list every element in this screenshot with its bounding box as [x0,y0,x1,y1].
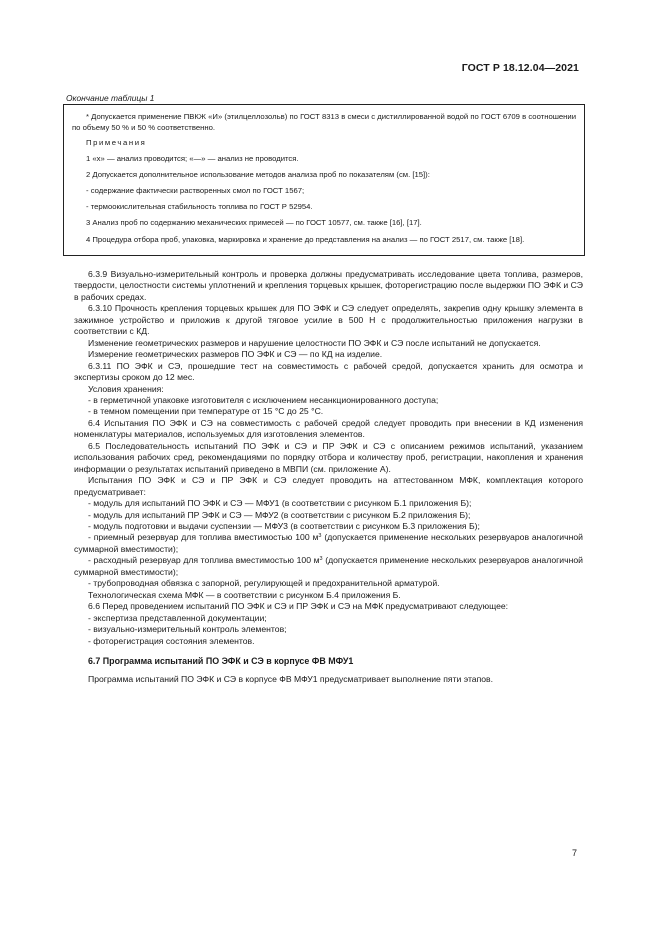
paragraph-geometry-measure: Измерение геометрических размеров ПО ЭФК и СЭ — по КД на изделие. [88,349,383,360]
step-6-6-3: - фоторегистрация состояния элементов. [88,635,255,646]
note-2-item-a: - содержание фактически растворенных смол по ГОСТ 1567; [86,186,305,196]
mfk-item-5-rest: (допускается применение нескольких резервуаров аналогичной суммарной вместимости); [74,555,583,577]
section-heading-6-7: 6.7 Программа испытаний ПО ЭФК и СЭ в корпусе ФВ МФУ1 [88,655,354,666]
mfk-item-5-superscript: 3 [319,556,323,563]
note-2: 2 Допускается дополнительное использование методов анализа проб по показателям (см. [15]): [86,169,430,179]
note-2-item-b: - термоокислительная стабильность топлива по ГОСТ Р 52954. [86,202,313,212]
mfk-item-5 [74,555,583,578]
note-1: 1 «х» — анализ проводится; «—» — анализ не проводится. [86,153,299,163]
step-6-6-1: - экспертиза представленной документации; [88,612,267,623]
mfk-item-4 [74,532,583,555]
storage-conditions-title: Условия хранения: [88,383,164,394]
paragraph-mfk-intro: Испытания ПО ЭФК и СЭ и ПР ЭФК и СЭ следует проводить на аттестованном МФК, комплектация которого предусматривает: [74,475,583,497]
mfk-item-5-text: - расходный резервуар для топлива вместимостью 100 м [88,555,320,566]
mfk-item-4-text: - приемный резервуар для топлива вместимостью 100 м [88,532,319,543]
mfk-item-4-superscript: 3 [318,533,322,540]
paragraph-mfk-scheme: Технологическая схема МФК — в соответствии с рисунком Б.4 приложения Б. [88,589,401,600]
paragraph-6-3-10: 6.3.10 Прочность крепления торцевых крышек для ПО ЭФК и СЭ следует определять, закрепив одну крышку элемента в зажимное устройство и приложив к другой тяговое усилие в 500 Н с продолжительностью приложения нагрузки в соответствии с КД. [74,303,583,337]
paragraph-6-4: 6.4 Испытания ПО ЭФК и СЭ на совместимость с рабочей средой следует проводить при внесении в КД изменения номенклатуры материалов, используемых для изготовления элементов. [74,417,583,440]
mfk-item-2: - модуль для испытаний ПР ЭФК и СЭ — МФУ2 (в соответствии с рисунком Б.2 приложения Б); [88,509,471,520]
paragraph-6-3-9: 6.3.9 Визуально-измерительный контроль и проверка должны предусматривать исследование цвета топлива, размеров, твердости, целостности системы уплотнений и крепления торцевых крышек, фоторегистрацию после выдержки ПО ЭФК и СЭ в рабочих средах. [74,269,583,302]
paragraph-6-5: 6.5 Последовательность испытаний ПО ЭФК и СЭ и ПР ЭФК и СЭ с описанием режимов испытаний, указанием использования рабочих сред, рекомендациями по порядку отбора и количеству проб, регистрации, накопления и хранения информации о результатах испытаний приведено в МВПИ (см. приложение А). [74,440,583,474]
notes-title: Примечания [86,138,147,148]
note-4: 4 Процедура отбора проб, упаковка, маркировка и хранение до представления на анализ — по ГОСТ 2517, см. также [18]. [86,234,525,244]
mfk-item-6: - трубопроводная обвязка с запорной, регулирующей и предохранительной арматурой. [88,578,440,589]
step-6-6-2: - визуально-измерительный контроль элементов; [88,624,287,635]
mfk-item-3: - модуль подготовки и выдачи суспензии — МФУ3 (в соответствии с рисунком Б.3 приложения Б); [88,520,480,531]
page-number: 7 [571,848,577,858]
storage-condition-2: - в темном помещении при температуре от 15 °С до 25 °С. [88,406,324,417]
storage-condition-1: - в герметичной упаковке изготовителя с исключением несанкционированного доступа; [88,394,439,405]
paragraph-geometry-change: Изменение геометрических размеров и нарушение целостности ПО ЭФК и СЭ после испытаний не допускается. [88,337,541,348]
document-code: ГОСТ Р 18.12.04—2021 [461,62,579,74]
note-3: 3 Анализ проб по содержанию механических примесей — по ГОСТ 10577, см. также [16], [17]. [86,218,422,228]
mfk-item-4-rest: (допускается применение нескольких резервуаров аналогичной суммарной вместимости); [74,532,583,554]
paragraph-6-6: 6.6 Перед проведением испытаний ПО ЭФК и СЭ и ПР ЭФК и СЭ на МФК предусматривают следующее: [88,601,509,612]
paragraph-6-7: Программа испытаний ПО ЭФК и СЭ в корпусе ФВ МФУ1 предусматривает выполнение пяти этапов. [88,674,494,685]
mfk-item-1: - модуль для испытаний ПО ЭФК и СЭ — МФУ1 (в соответствии с рисунком Б.1 приложения Б); [88,498,472,509]
table-caption: Окончание таблицы 1 [66,93,155,103]
paragraph-6-3-11: 6.3.11 ПО ЭФК и СЭ, прошедшие тест на совместимость с рабочей средой, допускается хранить для осмотра и экспертизы сроком до 12 мес. [74,360,583,383]
table-footnote: * Допускается применение ПВКЖ «И» (этилцеллозольв) по ГОСТ 8313 в смеси с дистиллированной водой по ГОСТ 6709 в соотношении по объему 50 % и 50 % соответственно. [72,112,576,133]
table-notes-box [63,104,585,256]
main-text [74,269,583,686]
